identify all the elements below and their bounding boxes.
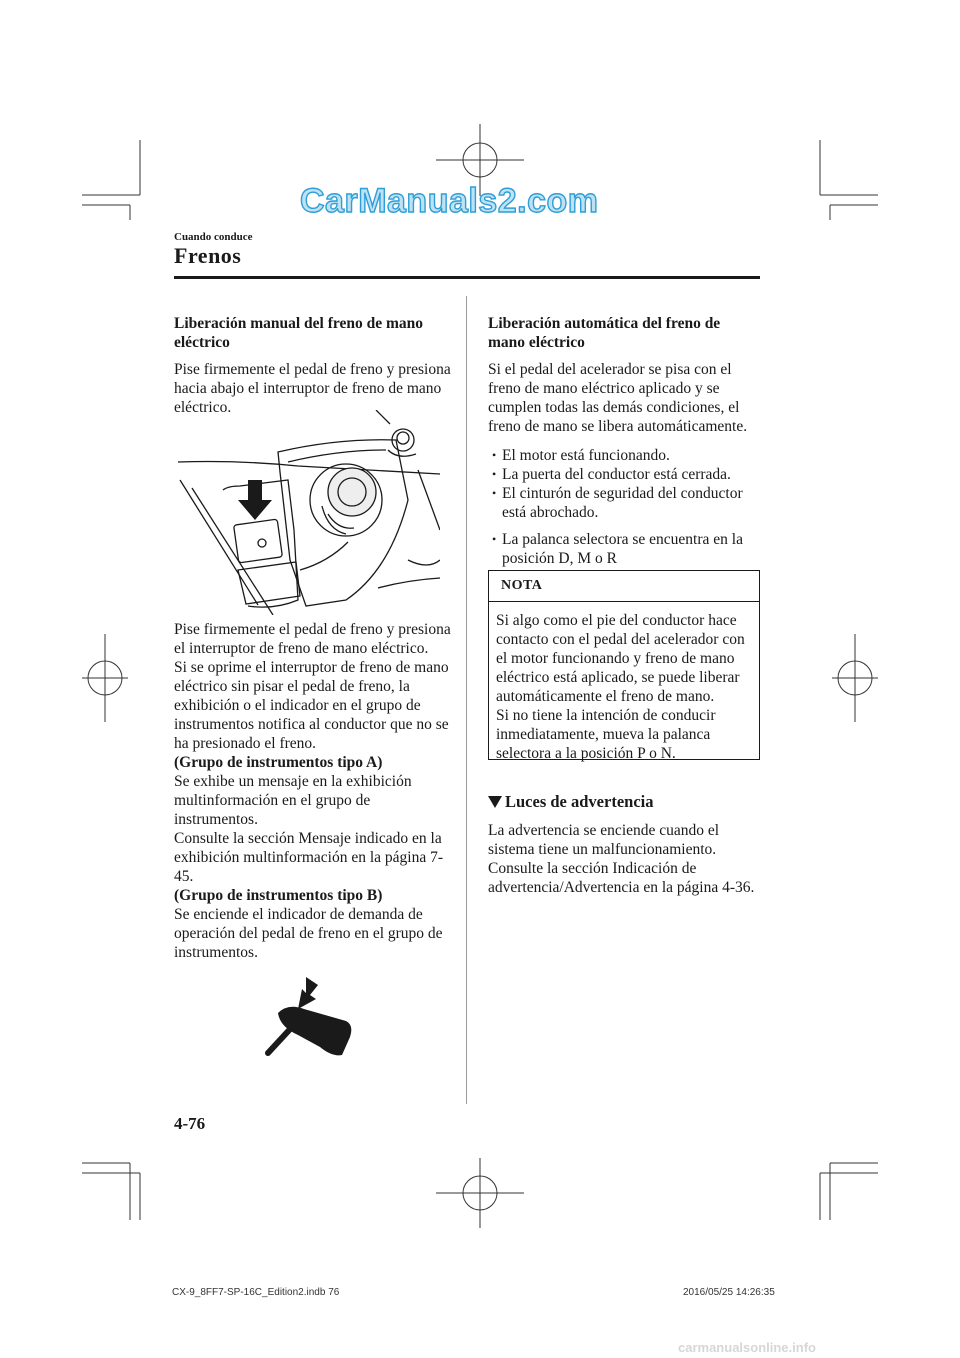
- footer-date-info: 2016/05/25 14:26:35: [683, 1287, 775, 1298]
- left-column-body: [174, 620, 456, 962]
- note-text-1: Si algo como el pie del conductor hace contacto con el pedal del acelerador con el motor funcionando y freno de mano eléctrico está aplicado, se puede liberar automáticamente el freno de mano.: [496, 612, 745, 705]
- brake-pedal-demand-icon: [262, 975, 354, 1057]
- page-number: 4-76: [174, 1114, 206, 1133]
- list-item: • La puerta del conductor está cerrada.: [488, 465, 760, 484]
- note-text-2: Si no tiene la intención de conducir inmediatamente, mueva la palanca selectora a la posición P o N.: [496, 707, 716, 762]
- type-b-text: Se enciende el indicador de demanda de operación del pedal de freno en el grupo de instrumentos.: [174, 906, 443, 961]
- footer-source-watermark: carmanualsonline.info: [678, 1340, 816, 1355]
- warning-text-2: Consulte la sección Indicación de advertencia/Advertencia en la página 4-36.: [488, 860, 755, 896]
- right-column-top: [488, 314, 760, 576]
- warning-lights-heading: [488, 792, 653, 812]
- type-a-text-1: Se exhibe un mensaje en la exhibición multinformación en el grupo de instrumentos.: [174, 773, 412, 828]
- condition-list: [488, 446, 760, 522]
- note-box: [488, 570, 760, 760]
- note-separator: [489, 601, 759, 602]
- watermark-logo: CarManuals2.com: [300, 182, 599, 220]
- epb-console-illustration: [178, 410, 440, 615]
- manual-release-p1: Pise firmemente el pedal de freno y presiona el interruptor de freno de mano eléctrico.: [174, 621, 451, 657]
- triangle-bullet-icon: [488, 796, 502, 808]
- list-item: • El cinturón de seguridad del conductor está abrochado.: [488, 484, 760, 522]
- left-crosshair-icon: [82, 634, 128, 722]
- auto-release-heading: Liberación automática del freno de mano eléctrico: [488, 315, 721, 351]
- condition-list-last: [488, 530, 760, 568]
- column-divider: [466, 296, 467, 1104]
- warning-lights-heading-text: Luces de advertencia: [505, 792, 654, 811]
- bottom-crosshair-icon: [436, 1158, 524, 1228]
- note-title: NOTA: [501, 578, 543, 593]
- auto-release-intro: Si el pedal del acelerador se pisa con el freno de mano eléctrico aplicado y se cumplen todas las demás condiciones, el freno de mano se libera automáticamente.: [488, 361, 748, 435]
- right-crosshair-icon: [832, 634, 878, 722]
- manual-release-p2: Si se oprime el interruptor de freno de mano eléctrico sin pisar el pedal de freno, la exhibición o el indicador en el grupo de instrumentos notifica al conductor que no se ha presionado el freno.: [174, 659, 449, 752]
- warning-lights-body: [488, 821, 760, 897]
- type-a-text-2: Consulte la sección Mensaje indicado en la exhibición multinformación en la página 7-45.: [174, 830, 444, 885]
- manual-release-heading: Liberación manual del freno de mano eléctrico: [174, 315, 424, 351]
- type-a-heading: (Grupo de instrumentos tipo A): [174, 754, 383, 771]
- warning-text-1: La advertencia se enciende cuando el sistema tiene un malfuncionamiento.: [488, 822, 720, 858]
- page-title: Frenos: [174, 243, 242, 268]
- type-b-heading: (Grupo de instrumentos tipo B): [174, 887, 383, 904]
- header-rule: [174, 276, 760, 279]
- manual-release-intro: Pise firmemente el pedal de freno y presiona hacia abajo el interruptor de freno de mano eléctrico.: [174, 361, 451, 416]
- section-label: Cuando conduce: [174, 231, 253, 243]
- footer-file-info: CX-9_8FF7-SP-16C_Edition2.indb 76: [172, 1287, 340, 1298]
- note-text: [496, 611, 756, 763]
- list-item: • La palanca selectora se encuentra en la posición D, M o R: [488, 530, 760, 568]
- list-item: • El motor está funcionando.: [488, 446, 760, 465]
